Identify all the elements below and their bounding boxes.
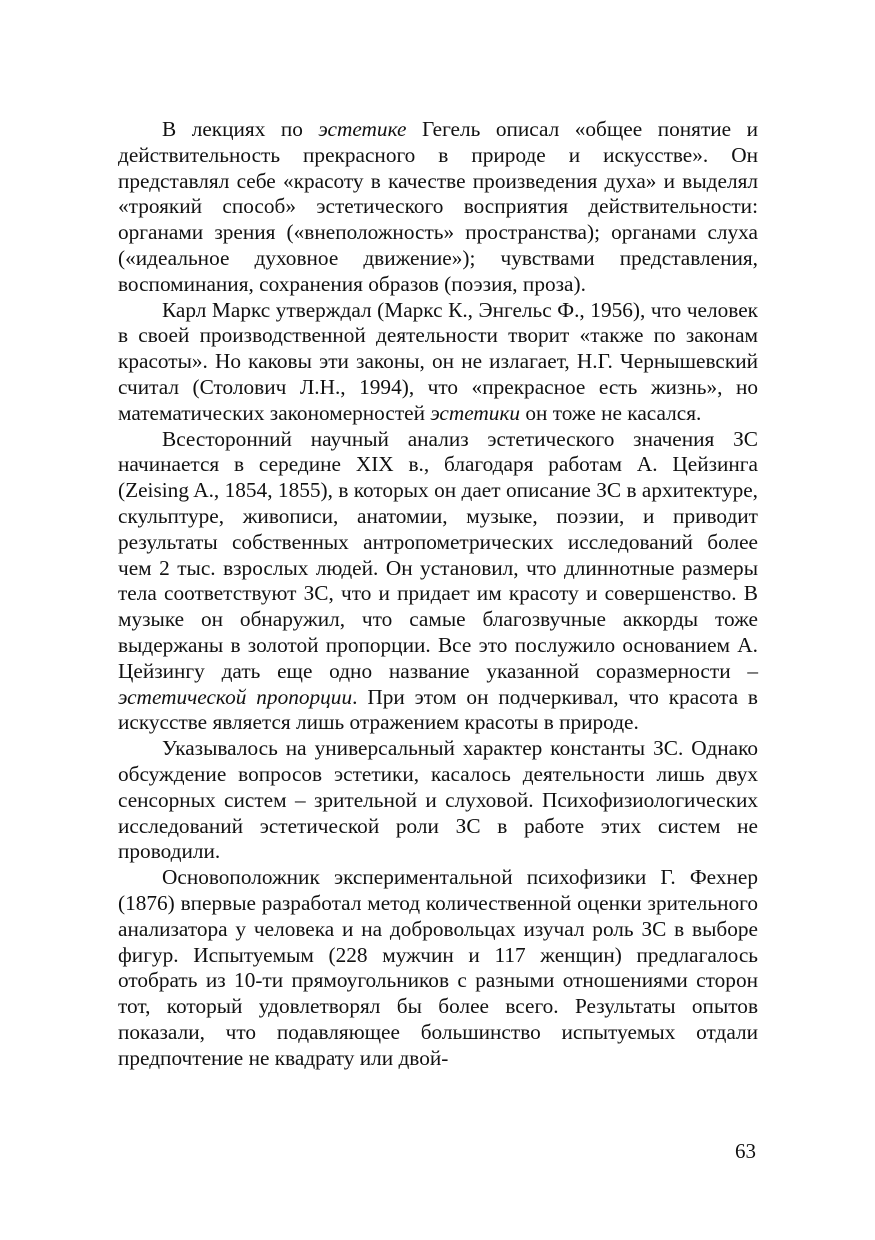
text-segment: он тоже не касался. (520, 400, 702, 425)
paragraph-1 (118, 117, 758, 298)
text-segment: В лекциях по (162, 117, 319, 141)
paragraph-2 (118, 298, 758, 427)
italic-term: эстетической пропорции (118, 684, 353, 709)
italic-term: эстетики (430, 400, 521, 425)
paragraph-5 (118, 865, 758, 1071)
text-segment: Основоположник экспериментальной психофизики Г. Фехнер (1876) впервые разработал метод количественной оценки зрительного анализатора у человека и на добровольцах изучал роль ЗС в выборе фигур. Испытуемым (228 мужчин и 117 женщин) предлагалось отобрать из 10-ти прямоугольников с разными отношениями сторон тот, который удовлетворял бы более всего. Результаты опытов показали, что подавляющее большинство испытуемых отдали предпочтение не квадрату или двой- (118, 865, 758, 1070)
paragraph-4 (118, 736, 758, 865)
page-number: 63 (735, 1139, 756, 1163)
text-segment: . При этом он подчеркивал, что красота в искусстве является лишь отражением красоты в природе. (118, 684, 758, 735)
paragraph-3 (118, 427, 758, 737)
body-text (118, 117, 758, 1071)
text-segment: Указывалось на универсальный характер константы ЗС. Однако обсуждение вопросов эстетики, касалось деятельности лишь двух сенсорных систем – зрительной и слуховой. Психофизиологических исследований эстетической роли ЗС в работе этих систем не проводили. (118, 736, 758, 864)
text-segment: Гегель описал «общее понятие и действительность прекрасного в природе и искусстве». Он представлял себе «красоту в качестве произведения духа» и выделял «троякий способ» эстетического восприятия действительности: органами зрения («внеположность» пространства); органами слуха («идеальное духовное движение»); чувствами представления, воспоминания, сохранения образов (поэзия, проза). (118, 117, 758, 296)
italic-term: эстетике (318, 117, 407, 141)
text-segment: Карл Маркс утверждал (Маркс К., Энгельс Ф., 1956), что человек в своей производственной деятельности творит «также по законам красоты». Но каковы эти законы, он не излагает, Н.Г. Чернышевский считал (Столович Л.Н., 1994), что «прекрасное есть жизнь», но математических закономерностей (118, 297, 758, 425)
text-segment: Всесторонний научный анализ эстетического значения ЗС начинается в середине XIX в., благодаря работам А. Цейзинга (Zeising A., 1854, 1855), в которых он дает описание ЗС в архитектуре, скульптуре, живописи, анатомии, музыке, поэзии, и приводит результаты собственных антропометрических исследований более чем 2 тыс. взрослых людей. Он установил, что длиннотные размеры тела соответствуют ЗС, что и придает им красоту и совершенство. В музыке он обнаружил, что самые благозвучные аккорды тоже выдержаны в золотой пропорции. Все это послужило основанием А. Цейзингу дать еще одно название указанной соразмерности – (118, 426, 758, 683)
